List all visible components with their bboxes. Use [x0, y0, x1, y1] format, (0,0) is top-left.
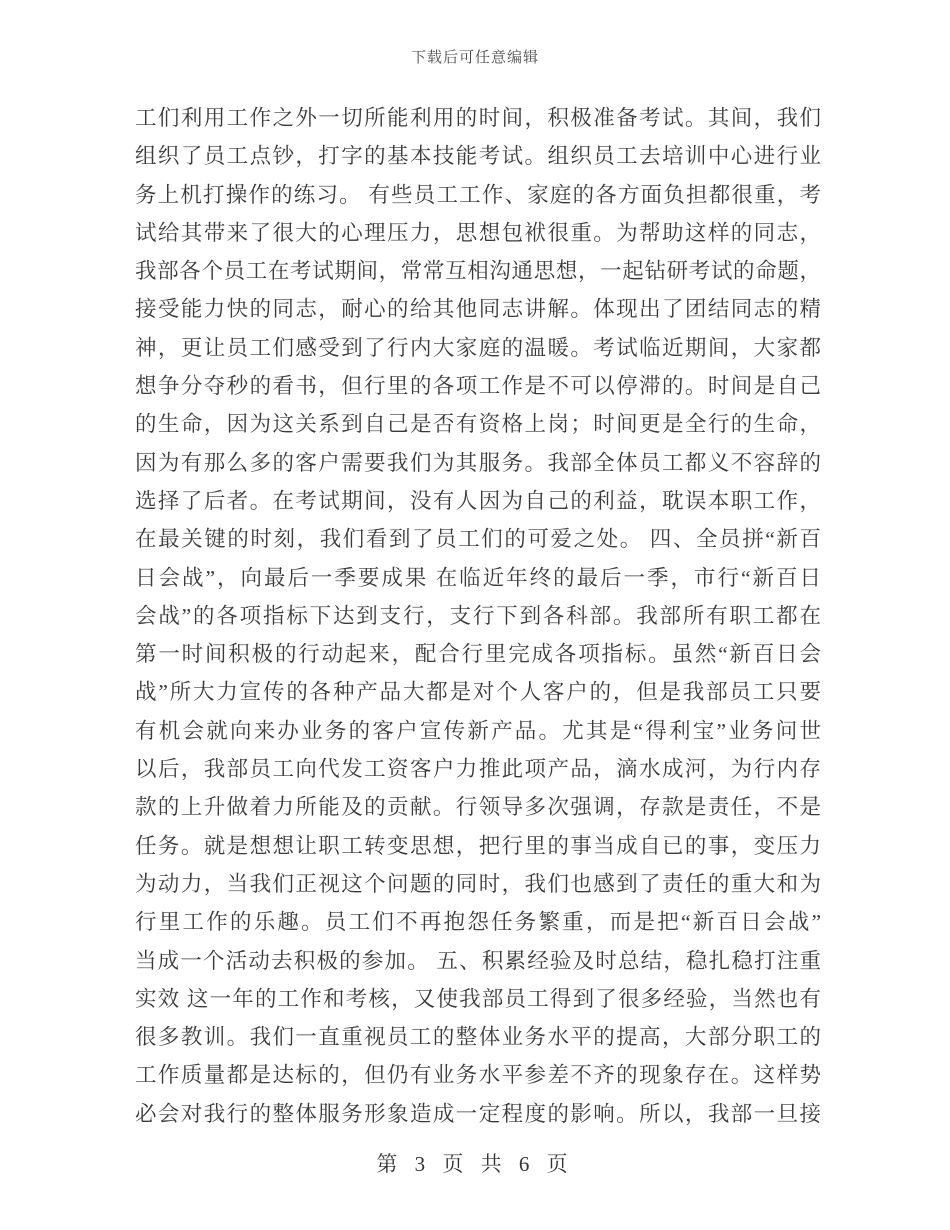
text-line: 在最关键的时刻，我们看到了员工们的可爱之处。 四、全员拼“新百 [135, 527, 821, 552]
text-line: 任务。就是想想让职工转变思想，把行里的事当成自已的事，变压力 [135, 833, 821, 858]
text-line: 神，更让员工们感受到了行内大家庭的温暖。考试临近期间，大家都 [135, 335, 821, 360]
text-line: 试给其带来了很大的心理压力，思想包袱很重。为帮助这样的同志， [135, 220, 821, 245]
text-line: 的生命，因为这关系到自己是否有资格上岗；时间更是全行的生命， [135, 412, 821, 437]
text-line: 以后，我部员工向代发工资客户力推此项产品，滴水成河，为行内存 [135, 757, 821, 782]
text-line: 日会战”，向最后一季要成果 在临近年终的最后一季，市行“新百日 [135, 565, 821, 590]
document-body [135, 99, 821, 1133]
text-line: 战”所大力宣传的各种产品大都是对个人客户的，但是我部员工只要 [135, 680, 821, 705]
text-line: 必会对我行的整体服务形象造成一定程度的影响。所以，我部一旦接 [135, 1101, 821, 1126]
text-line: 行里工作的乐趣。员工们不再抱怨任务繁重，而是把“新百日会战” [135, 910, 821, 935]
text-line: 工们利用工作之外一切所能利用的时间，积极准备考试。其间，我们 [135, 106, 821, 130]
text-line: 因为有那么多的客户需要我们为其服务。我部全体员工都义不容辞的 [135, 450, 821, 475]
text-line: 会战”的各项指标下达到支行，支行下到各科部。我部所有职工都在 [135, 603, 821, 628]
text-line: 务上机打操作的练习。 有些员工工作、家庭的各方面负担都很重，考 [135, 182, 821, 207]
text-line: 款的上升做着力所能及的贡献。行领导多次强调，存款是责任，不是 [135, 795, 821, 820]
text-line: 工作质量都是达标的，但仍有业务水平参差不齐的现象存在。这样势 [135, 1063, 821, 1088]
text-line: 当成一个活动去积极的参加。 五、积累经验及时总结，稳扎稳打注重 [135, 948, 821, 973]
text-line: 我部各个员工在考试期间，常常互相沟通思想，一起钻研考试的命题， [135, 259, 821, 284]
text-line: 想争分夺秒的看书，但行里的各项工作是不可以停滞的。时间是自己 [135, 374, 821, 399]
text-line: 很多教训。我们一直重视员工的整体业务水平的提高，大部分职工的 [135, 1025, 821, 1050]
page-header-note: 下载后可任意编辑 [410, 50, 539, 66]
text-line: 为动力，当我们正视这个问题的同时，我们也感到了责任的重大和为 [135, 871, 821, 896]
page-footer: 第 3 页 共 6 页 [376, 1152, 574, 1176]
text-line: 接受能力快的同志，耐心的给其他同志讲解。体现出了团结同志的精 [135, 297, 821, 322]
text-line: 第一时间积极的行动起来，配合行里完成各项指标。虽然“新百日会 [135, 642, 821, 667]
text-line: 实效 这一年的工作和考核，又使我部员工得到了很多经验，当然也有 [135, 986, 821, 1011]
text-line: 选择了后者。在考试期间，没有人因为自己的利益，耽误本职工作， [135, 488, 821, 513]
text-line: 组织了员工点钞，打字的基本技能考试。组织员工去培训中心进行业 [135, 144, 821, 169]
text-line: 有机会就向来办业务的客户宣传新产品。尤其是“得利宝”业务问世 [135, 718, 821, 743]
